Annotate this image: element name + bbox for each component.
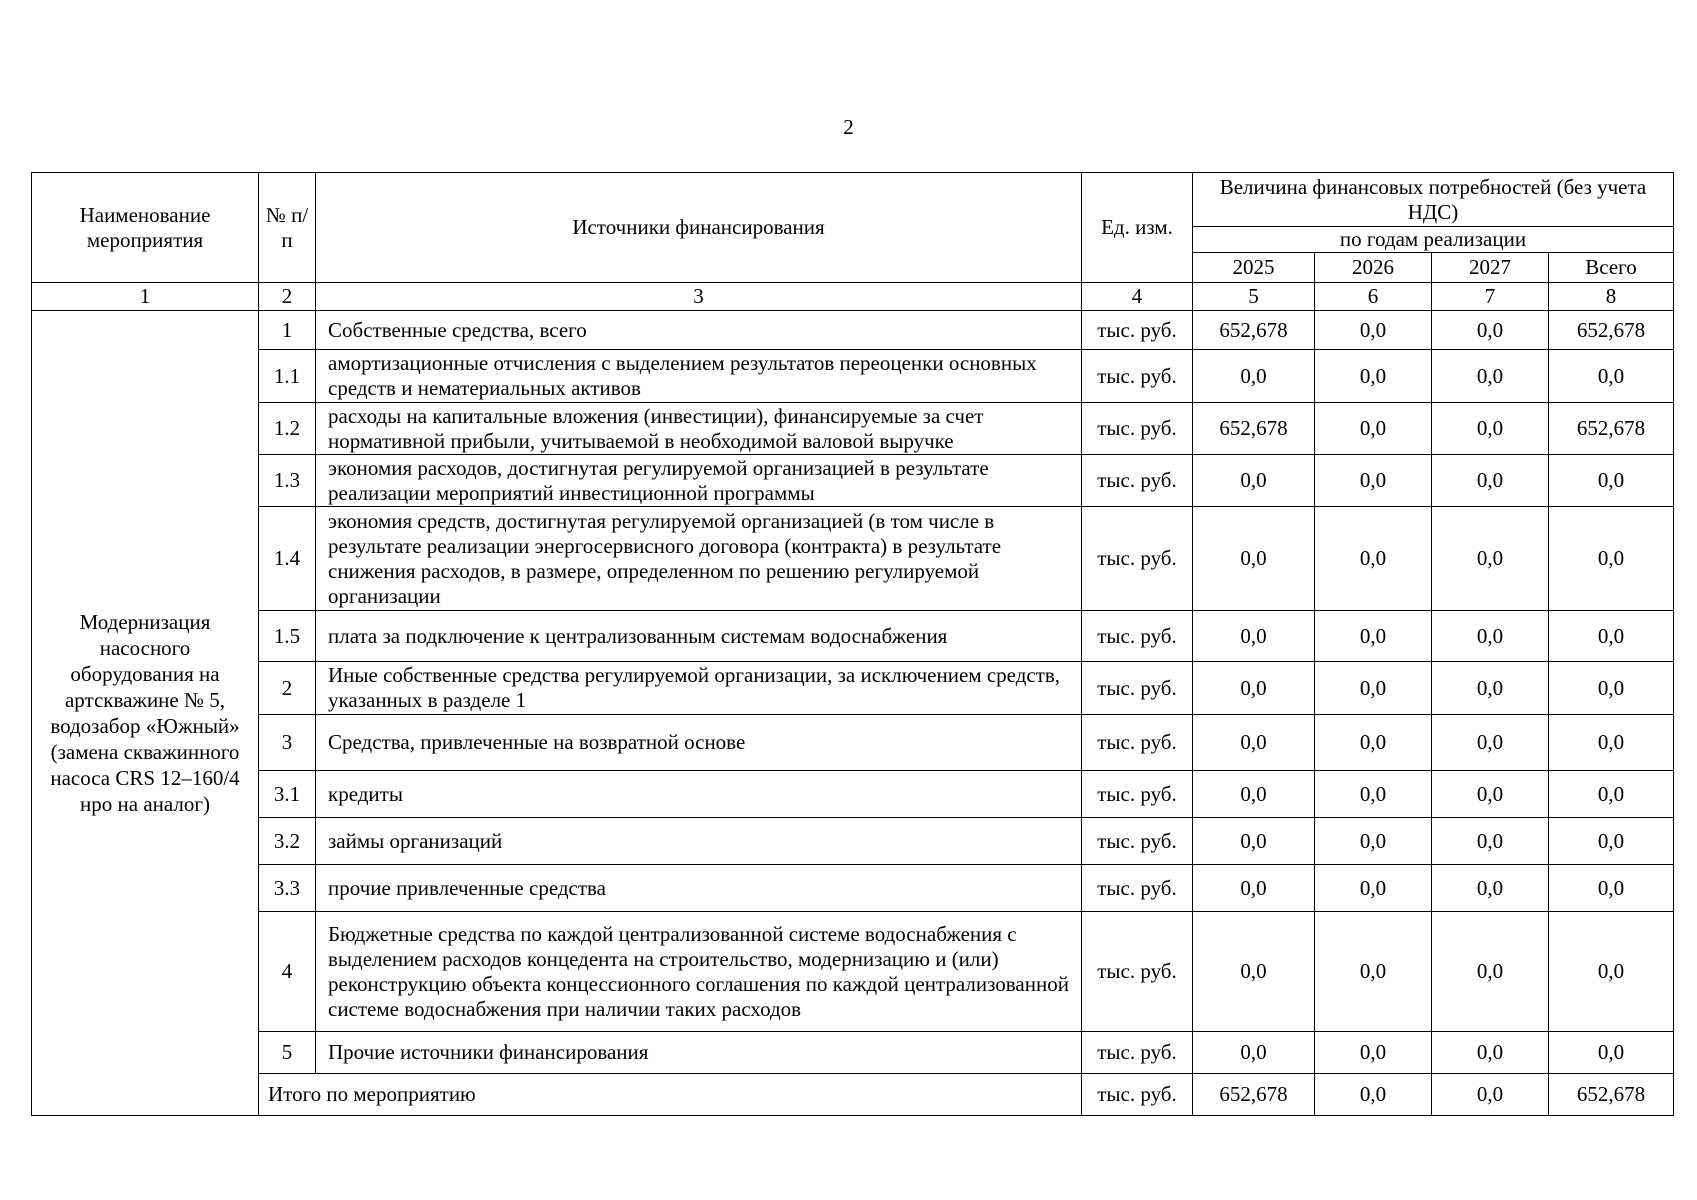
row-number: 1.2 (259, 403, 316, 455)
row-unit: тыс. руб. (1082, 455, 1193, 507)
table-row (32, 507, 1674, 611)
row-number: 1 (259, 311, 316, 350)
row-unit: тыс. руб. (1082, 912, 1193, 1032)
row-value-total: 0,0 (1549, 507, 1674, 611)
row-value-total: 0,0 (1549, 865, 1674, 912)
column-number: 6 (1315, 283, 1432, 311)
row-number: 2 (259, 662, 316, 715)
row-value-total: 652,678 (1549, 403, 1674, 455)
row-value-2026: 0,0 (1315, 662, 1432, 715)
row-value-2025: 0,0 (1193, 912, 1315, 1032)
total-unit: тыс. руб. (1082, 1074, 1193, 1116)
row-value-2027: 0,0 (1432, 818, 1549, 865)
row-number: 1.3 (259, 455, 316, 507)
row-value-2026: 0,0 (1315, 311, 1432, 350)
column-number: 5 (1193, 283, 1315, 311)
row-value-2027: 0,0 (1432, 611, 1549, 662)
row-value-2025: 652,678 (1193, 311, 1315, 350)
row-value-2026: 0,0 (1315, 507, 1432, 611)
total-label: Итого по мероприятию (259, 1074, 1082, 1116)
table-row (32, 611, 1674, 662)
row-unit: тыс. руб. (1082, 507, 1193, 611)
row-number: 1.1 (259, 350, 316, 403)
table-row (32, 818, 1674, 865)
row-value-total: 0,0 (1549, 455, 1674, 507)
row-unit: тыс. руб. (1082, 611, 1193, 662)
row-value-2027: 0,0 (1432, 455, 1549, 507)
row-value-total: 0,0 (1549, 715, 1674, 771)
row-number: 3.1 (259, 771, 316, 818)
row-number: 3.3 (259, 865, 316, 912)
row-source: займы организаций (316, 818, 1082, 865)
header-unit: Ед. изм. (1082, 173, 1193, 283)
table-row (32, 311, 1674, 350)
column-number: 7 (1432, 283, 1549, 311)
row-value-total: 0,0 (1549, 1032, 1674, 1074)
table-header (32, 173, 1674, 311)
row-value-total: 0,0 (1549, 912, 1674, 1032)
table-row (32, 865, 1674, 912)
column-number: 2 (259, 283, 316, 311)
row-value-2026: 0,0 (1315, 912, 1432, 1032)
row-value-2025: 0,0 (1193, 1032, 1315, 1074)
row-value-total: 0,0 (1549, 350, 1674, 403)
row-value-2025: 0,0 (1193, 818, 1315, 865)
row-value-2027: 0,0 (1432, 311, 1549, 350)
row-number: 4 (259, 912, 316, 1032)
row-value-total: 0,0 (1549, 771, 1674, 818)
row-value-2025: 0,0 (1193, 611, 1315, 662)
header-sources: Источники финансирования (316, 173, 1082, 283)
row-value-2025: 0,0 (1193, 507, 1315, 611)
column-number: 8 (1549, 283, 1674, 311)
row-number: 1.4 (259, 507, 316, 611)
column-number: 4 (1082, 283, 1193, 311)
row-value-2027: 0,0 (1432, 715, 1549, 771)
row-value-2027: 0,0 (1432, 771, 1549, 818)
row-source: экономия средств, достигнутая регулируемой организацией (в том числе в результате реализации энергосервисного договора (контракта) в результате снижения расходов, в размере, определенном по решению регулируемой организации (316, 507, 1082, 611)
row-value-2026: 0,0 (1315, 611, 1432, 662)
row-value-total: 0,0 (1549, 818, 1674, 865)
row-unit: тыс. руб. (1082, 1032, 1193, 1074)
row-number: 5 (259, 1032, 316, 1074)
row-value-2027: 0,0 (1432, 662, 1549, 715)
table-row (32, 1032, 1674, 1074)
row-value-2025: 0,0 (1193, 715, 1315, 771)
row-value-2025: 0,0 (1193, 455, 1315, 507)
row-value-total: 652,678 (1549, 311, 1674, 350)
row-value-2026: 0,0 (1315, 455, 1432, 507)
table-row (32, 771, 1674, 818)
table-row (32, 455, 1674, 507)
row-source: прочие привлеченные средства (316, 865, 1082, 912)
row-source: Бюджетные средства по каждой централизованной системе водоснабжения с выделением расходов концедента на строительство, модернизацию и (или) реконструкцию объекта концессионного соглашения по каждой централизованной системе водоснабжения при наличии таких расходов (316, 912, 1082, 1032)
row-unit: тыс. руб. (1082, 715, 1193, 771)
row-source: экономия расходов, достигнутая регулируемой организацией в результате реализации мероприятий инвестиционной программы (316, 455, 1082, 507)
table-row (32, 715, 1674, 771)
table-row (32, 350, 1674, 403)
row-value-2026: 0,0 (1315, 771, 1432, 818)
table-row (32, 912, 1674, 1032)
row-unit: тыс. руб. (1082, 350, 1193, 403)
page-number: 2 (843, 115, 854, 139)
row-value-2027: 0,0 (1432, 350, 1549, 403)
total-row (32, 1074, 1674, 1116)
row-value-2026: 0,0 (1315, 818, 1432, 865)
row-value-2026: 0,0 (1315, 1032, 1432, 1074)
row-source: амортизационные отчисления с выделением результатов переоценки основных средств и нематериальных активов (316, 350, 1082, 403)
row-value-2025: 0,0 (1193, 865, 1315, 912)
row-value-2026: 0,0 (1315, 403, 1432, 455)
row-unit: тыс. руб. (1082, 818, 1193, 865)
row-source: расходы на капитальные вложения (инвестиции), финансируемые за счет нормативной прибыли, учитываемой в необходимой валовой выручке (316, 403, 1082, 455)
total-value-2025: 652,678 (1193, 1074, 1315, 1116)
column-number: 1 (32, 283, 259, 311)
row-unit: тыс. руб. (1082, 403, 1193, 455)
row-number: 3.2 (259, 818, 316, 865)
row-source: Собственные средства, всего (316, 311, 1082, 350)
row-value-2027: 0,0 (1432, 865, 1549, 912)
header-financial-needs: Величина финансовых потребностей (без учета НДС) (1193, 173, 1674, 227)
financing-table (31, 172, 1674, 1116)
row-value-2027: 0,0 (1432, 912, 1549, 1032)
row-number: 3 (259, 715, 316, 771)
row-source: Прочие источники финансирования (316, 1032, 1082, 1074)
header-year: 2026 (1315, 253, 1432, 283)
row-unit: тыс. руб. (1082, 771, 1193, 818)
total-value-2026: 0,0 (1315, 1074, 1432, 1116)
row-value-2025: 0,0 (1193, 662, 1315, 715)
table-row (32, 662, 1674, 715)
event-name-cell: Модернизация насосного оборудования на артскважине № 5, водозабор «Южный» (замена скважинного насоса CRS 12–160/4 нро на аналог) (32, 311, 259, 1116)
header-total: Всего (1549, 253, 1674, 283)
row-value-total: 0,0 (1549, 662, 1674, 715)
row-unit: тыс. руб. (1082, 865, 1193, 912)
row-value-total: 0,0 (1549, 611, 1674, 662)
total-value-2027: 0,0 (1432, 1074, 1549, 1116)
table-body (32, 311, 1674, 1116)
row-number: 1.5 (259, 611, 316, 662)
total-value-total: 652,678 (1549, 1074, 1674, 1116)
row-source: Средства, привлеченные на возвратной основе (316, 715, 1082, 771)
row-value-2026: 0,0 (1315, 865, 1432, 912)
row-source: плата за подключение к централизованным системам водоснабжения (316, 611, 1082, 662)
row-value-2027: 0,0 (1432, 507, 1549, 611)
row-value-2027: 0,0 (1432, 403, 1549, 455)
row-value-2025: 0,0 (1193, 771, 1315, 818)
row-unit: тыс. руб. (1082, 311, 1193, 350)
header-year: 2027 (1432, 253, 1549, 283)
table-row (32, 403, 1674, 455)
row-value-2026: 0,0 (1315, 715, 1432, 771)
column-number: 3 (316, 283, 1082, 311)
column-numbers-row (32, 283, 1674, 311)
header-event-name: Наименование мероприятия (32, 173, 259, 283)
row-value-2026: 0,0 (1315, 350, 1432, 403)
row-value-2027: 0,0 (1432, 1032, 1549, 1074)
row-value-2025: 0,0 (1193, 350, 1315, 403)
header-by-years: по годам реализации (1193, 227, 1674, 253)
row-source: Иные собственные средства регулируемой организации, за исключением средств, указанных в разделе 1 (316, 662, 1082, 715)
row-value-2025: 652,678 (1193, 403, 1315, 455)
header-number: № п/п (259, 173, 316, 283)
header-year: 2025 (1193, 253, 1315, 283)
row-source: кредиты (316, 771, 1082, 818)
row-unit: тыс. руб. (1082, 662, 1193, 715)
